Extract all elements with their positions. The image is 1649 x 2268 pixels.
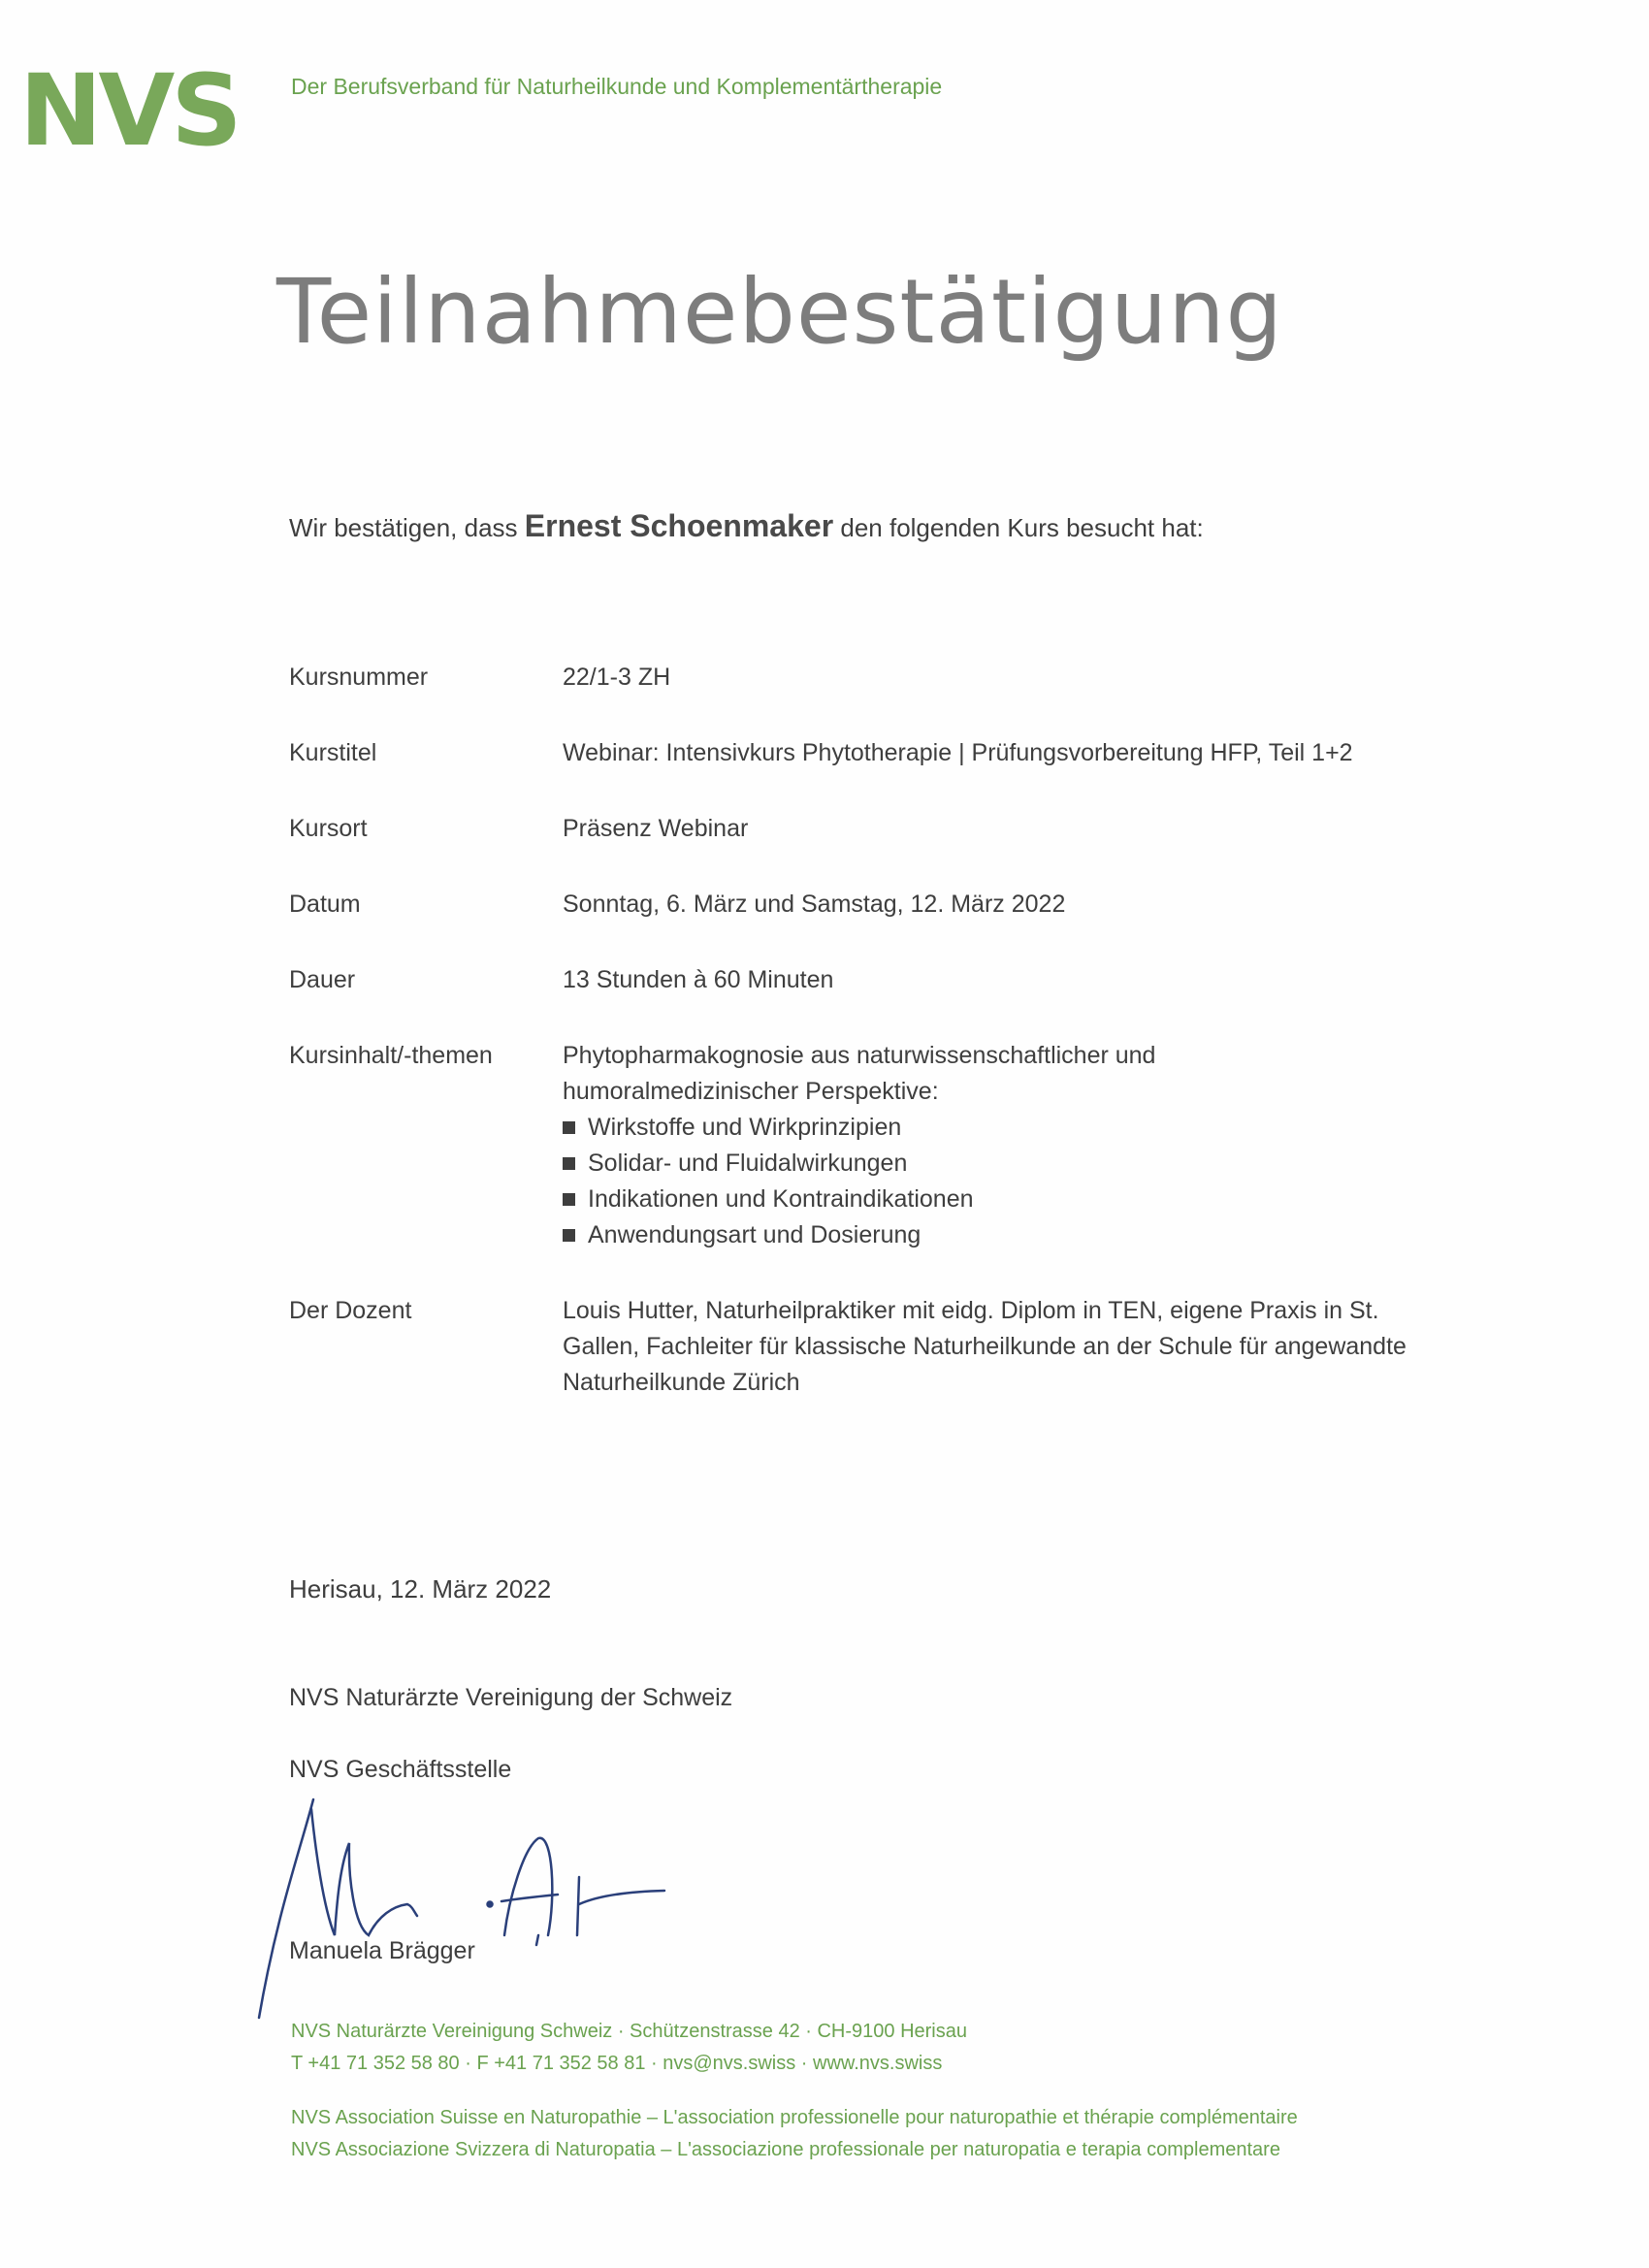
intro-before: Wir bestätigen, dass bbox=[289, 513, 525, 542]
course-location-label: Kursort bbox=[289, 815, 368, 842]
course-duration-label: Dauer bbox=[289, 966, 356, 993]
lecturer-label: Der Dozent bbox=[289, 1297, 412, 1324]
square-bullet-icon bbox=[563, 1121, 575, 1134]
intro-after: den folgenden Kurs besucht hat: bbox=[833, 513, 1204, 542]
course-date-value: Sonntag, 6. März und Samstag, 12. März 2022 bbox=[563, 891, 1066, 918]
footer-italian: NVS Associazione Svizzera di Naturopatia – L'associazione professionale per naturopatia e terapia complementare bbox=[291, 2139, 1280, 2160]
course-details bbox=[289, 660, 1569, 1441]
course-date-label: Datum bbox=[289, 891, 361, 918]
document-title: Teilnahmebestätigung bbox=[276, 260, 1283, 364]
list-item bbox=[563, 1110, 1533, 1146]
course-title-row bbox=[289, 735, 1569, 771]
participant-name: Ernest Schoenmaker bbox=[524, 508, 834, 543]
list-item bbox=[563, 1182, 1533, 1217]
course-title-label: Kurstitel bbox=[289, 739, 377, 766]
course-number-label: Kursnummer bbox=[289, 664, 429, 691]
topic-list bbox=[563, 1110, 1533, 1253]
nvs-logo: NVS bbox=[19, 53, 239, 169]
topic-text: Solidar- und Fluidalwirkungen bbox=[588, 1150, 908, 1177]
course-content-label: Kursinhalt/-themen bbox=[289, 1042, 493, 1069]
list-item bbox=[563, 1217, 1533, 1253]
confirmation-sentence bbox=[289, 508, 1204, 544]
course-number-value: 22/1-3 ZH bbox=[563, 664, 671, 691]
handwritten-signature bbox=[247, 1790, 694, 2023]
office-name: NVS Geschäftsstelle bbox=[289, 1756, 512, 1783]
organization-name: NVS Naturärzte Vereinigung der Schweiz bbox=[289, 1684, 733, 1711]
square-bullet-icon bbox=[563, 1157, 575, 1170]
course-content-value bbox=[563, 1038, 1533, 1253]
list-item bbox=[563, 1146, 1533, 1182]
course-duration-row bbox=[289, 962, 1569, 998]
course-location-row bbox=[289, 811, 1569, 847]
course-number-row bbox=[289, 660, 1569, 696]
course-location-value: Präsenz Webinar bbox=[563, 815, 749, 842]
place-and-date: Herisau, 12. März 2022 bbox=[289, 1574, 552, 1604]
course-date-row bbox=[289, 887, 1569, 923]
course-title-value: Webinar: Intensivkurs Phytotherapie | Prüfungsvorbereitung HFP, Teil 1+2 bbox=[563, 739, 1353, 766]
square-bullet-icon bbox=[563, 1193, 575, 1206]
square-bullet-icon bbox=[563, 1229, 575, 1242]
footer-contact: T +41 71 352 58 80 · F +41 71 352 58 81 · nvs@nvs.swiss · www.nvs.swiss bbox=[291, 2053, 943, 2074]
signer-name: Manuela Brägger bbox=[289, 1937, 475, 1964]
topic-text: Anwendungsart und Dosierung bbox=[588, 1221, 922, 1248]
header-tagline: Der Berufsverband für Naturheilkunde und Komplementärtherapie bbox=[291, 74, 943, 99]
footer-address: NVS Naturärzte Vereinigung Schweiz · Schützenstrasse 42 · CH-9100 Herisau bbox=[291, 2021, 967, 2042]
course-content-intro: Phytopharmakognosie aus naturwissenschaftlicher und humoralmedizinischer Perspektive: bbox=[563, 1042, 1156, 1105]
lecturer-row bbox=[289, 1293, 1569, 1401]
course-content-row bbox=[289, 1038, 1569, 1253]
footer-french: NVS Association Suisse en Naturopathie – L'association professionelle pour naturopathie et thérapie complémentaire bbox=[291, 2107, 1298, 2128]
topic-text: Indikationen und Kontraindikationen bbox=[588, 1185, 974, 1213]
course-duration-value: 13 Stunden à 60 Minuten bbox=[563, 966, 834, 993]
topic-text: Wirkstoffe und Wirkprinzipien bbox=[588, 1114, 902, 1141]
lecturer-value: Louis Hutter, Naturheilpraktiker mit eidg. Diplom in TEN, eigene Praxis in St. Gallen, Fachleiter für klassische Naturheilkunde an der Schule für angewandte Naturheilkunde Zürich bbox=[563, 1297, 1406, 1396]
